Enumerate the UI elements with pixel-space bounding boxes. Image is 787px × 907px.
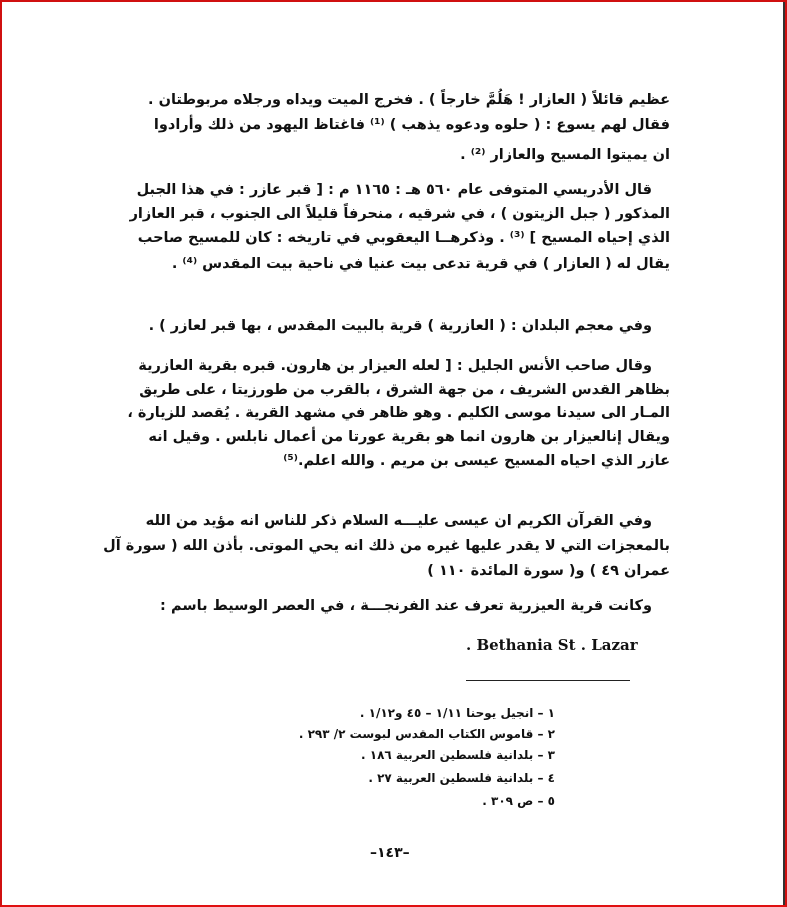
text-line: بالمعجزات التي لا يقدر عليها غيره من ذلك انه يحي الموتى. بأذن الله ( سورة آل: [103, 538, 670, 554]
text-line: يقال له ( العازار ) في قرية تدعى بيت عنيا في ناحية بيت المقدس ⁽⁴⁾ .: [171, 256, 670, 272]
text-line: وفي القرآن الكريم ان عيسى عليـــه السلام ذكر للناس انه مؤيد من الله: [145, 513, 652, 529]
text-line: الذي إحياه المسيح ] ⁽³⁾ . وذكرهــا اليعقوبي في تاريخه : كان للمسيح صاحب: [137, 230, 670, 246]
latin-name: . Bethania St . Lazar: [466, 636, 638, 654]
footnote: ٣ – بلدانية فلسطين العربية ١٨٦ .: [361, 748, 555, 762]
text-line: قال الأدريسي المتوفى عام ٥٦٠ هـ : ١١٦٥ م : [ قبر عازر : في هذا الجبل: [136, 182, 652, 198]
footnote-separator: [466, 680, 630, 681]
footnote: ٤ – بلدانية فلسطين العربية ٢٧ .: [368, 771, 555, 785]
text-line: وفي معجم البلدان : ( العازرية ) قرية بالبيت المقدس ، بها قبر لعازر ) .: [148, 318, 652, 334]
page-number: –١٤٣–: [370, 845, 410, 861]
text-line: عمران ٤٩ ) و( سورة المائدة ١١٠ ): [427, 563, 670, 579]
text-line: المذكور ( جبل الزيتون ) ، في شرقيه ، منحرفاً قليلاً الى الجنوب ، قبر العازار: [129, 206, 670, 222]
footnote: ٥ – ص ٣٠٩ .: [482, 794, 555, 808]
text-line: ان يميتوا المسيح والعازار ⁽²⁾ .: [460, 147, 670, 163]
footnote: ١ – انجيل يوحنا ١/١١ – ٤٥ و١/١٢ .: [359, 706, 555, 720]
text-line: عظيم قائلاً ( العازار ! هَلُمَّ خارجاً ) . فخرج الميت ويداه ورجلاه مربوطتان .: [148, 92, 670, 108]
text-line: المـار الى سيدنا موسى الكليم . وهو ظاهر في مشهد القرية . يُقصد للزيارة ،: [127, 405, 670, 421]
text-line: فقال لهم يسوع : ( حلوه ودعوه يذهب ) ⁽¹⁾ فاغتاظ اليهود من ذلك وأرادوا: [153, 117, 670, 133]
text-line: وقال صاحب الأنس الجليل : [ لعله العيزار بن هارون. قبره بقرية العازرية: [138, 358, 652, 374]
text-line: وكانت قرية العيزرية تعرف عند الفرنجـــة ، في العصر الوسيط باسم :: [160, 598, 652, 614]
text-line: عازر الذي احياه المسيح عيسى بن مريم . والله اعلم.⁽⁵⁾: [283, 453, 670, 469]
text-line: بظاهر القدس الشريف ، من جهة الشرق ، بالقرب من طورزيتا ، على طريق: [139, 382, 670, 398]
footnote: ٢ – قاموس الكتاب المقدس لبوست ٢/ ٢٩٣ .: [298, 727, 555, 741]
text-line: ويقال إنالعيزار بن هارون انما هو بقرية عورتا من أعمال نابلس . وقيل انه: [148, 429, 670, 445]
